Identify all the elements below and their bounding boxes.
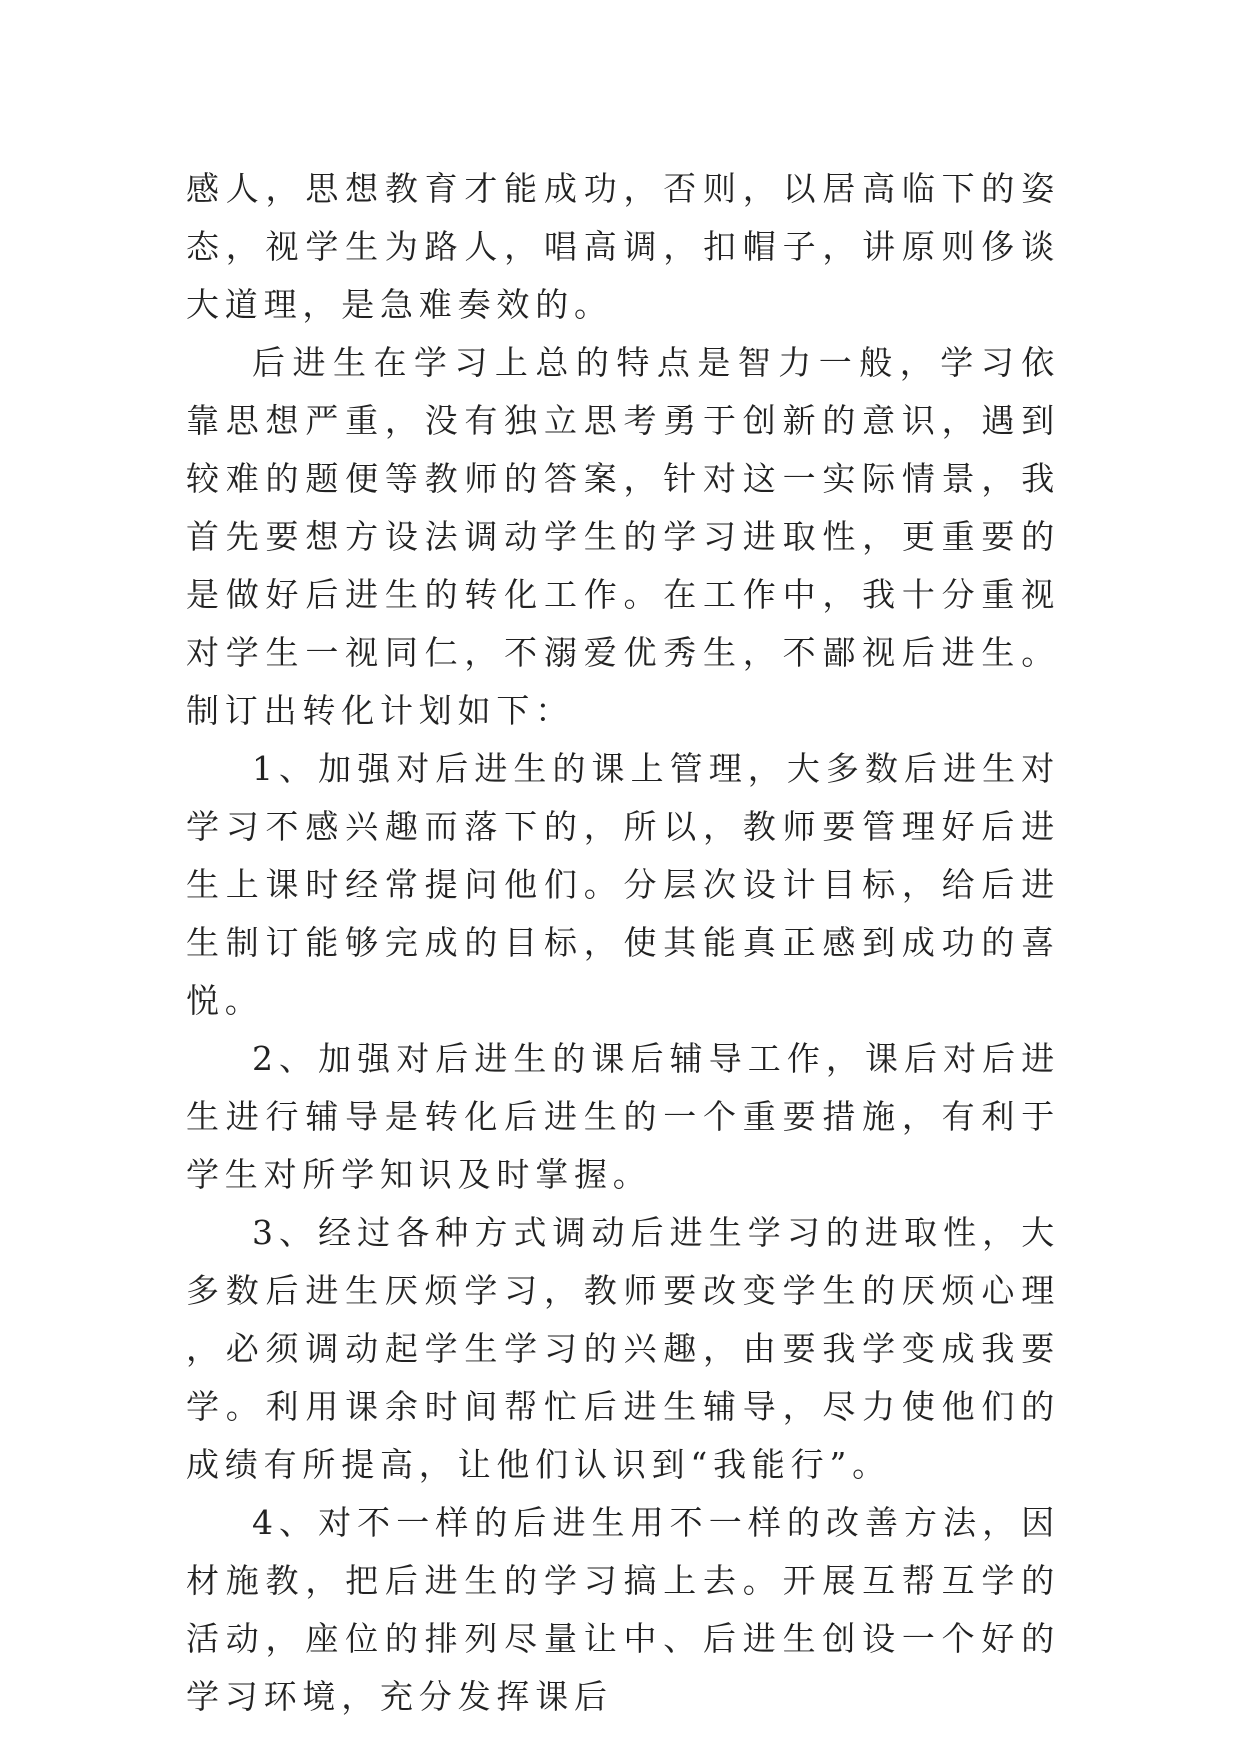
paragraph-plan-item-3: 3、经过各种方式调动后进生学习的进取性，大多数后进生厌烦学习，教师要改变学生的厌烦心理，必须调动起学生学习的兴趣，由要我学变成我要学。利用课余时间帮忙后进生辅导，尽力使他们的成绩有所提高，让他们认识到“我能行”。 xyxy=(186,1213,1060,1484)
document-body xyxy=(186,160,1060,1726)
paragraph-plan-item-1: 1、加强对后进生的课上管理，大多数后进生对学习不感兴趣而落下的，所以，教师要管理好后进生上课时经常提问他们。分层次设计目标，给后进生制订能够完成的目标，使其能真正感到成功的喜悦。 xyxy=(186,749,1060,1020)
paragraph-underachiever-traits: 后进生在学习上总的特点是智力一般，学习依靠思想严重，没有独立思考勇于创新的意识，遇到较难的题便等教师的答案，针对这一实际情景，我首先要想方设法调动学生的学习进取性，更重要的是做好后进生的转化工作。在工作中，我十分重视对学生一视同仁，不溺爱优秀生，不鄙视后进生。制订出转化计划如下： xyxy=(186,343,1060,730)
paragraph-plan-item-4: 4、对不一样的后进生用不一样的改善方法，因材施教，把后进生的学习搞上去。开展互帮互学的活动，座位的排列尽量让中、后进生创设一个好的学习环境，充分发挥课后 xyxy=(186,1503,1060,1716)
paragraph-continuation: 感人，思想教育才能成功，否则，以居高临下的姿态，视学生为路人，唱高调，扣帽子，讲原则侈谈大道理，是急难奏效的。 xyxy=(186,169,1060,324)
paragraph-plan-item-2: 2、加强对后进生的课后辅导工作，课后对后进生进行辅导是转化后进生的一个重要措施，有利于学生对所学知识及时掌握。 xyxy=(186,1039,1060,1194)
